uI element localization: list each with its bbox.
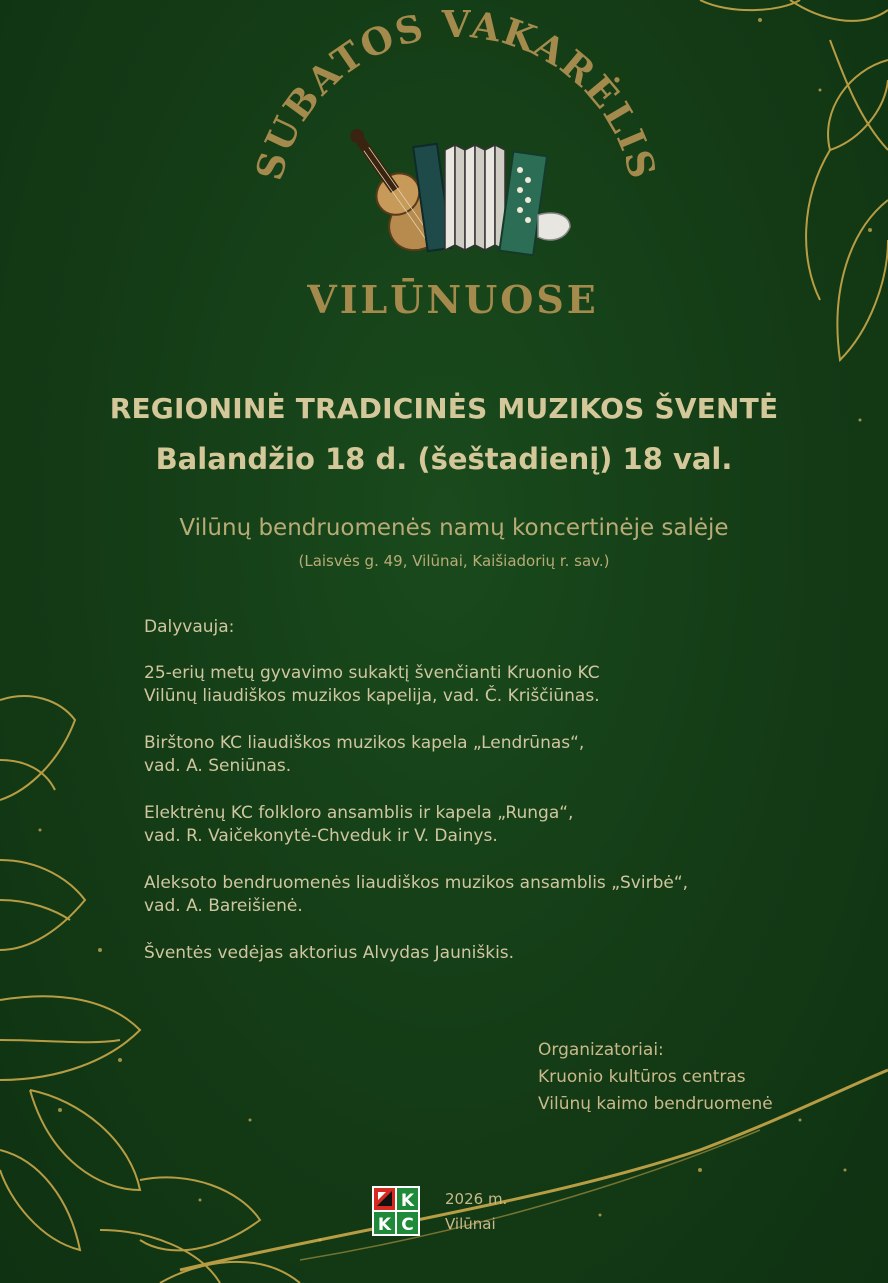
place-title: VILŪNUOSE bbox=[307, 277, 599, 322]
organizers-heading: Organizatoriai: bbox=[538, 1040, 664, 1060]
logo-letter: K bbox=[377, 1215, 392, 1235]
footer-info bbox=[445, 1187, 507, 1237]
participants-section bbox=[144, 616, 824, 989]
participant-line: vad. A. Bareišienė. bbox=[144, 896, 303, 916]
event-date: Balandžio 18 d. (šeštadienį) 18 val. bbox=[155, 442, 733, 476]
participant-line: Vilūnų liaudiškos muzikos kapelija, vad. Č. Kriščiūnas. bbox=[144, 686, 600, 706]
participant-line: Aleksoto bendruomenės liaudiškos muzikos ansamblis „Svirbė“, bbox=[144, 873, 689, 893]
address: (Laisvės g. 49, Vilūnai, Kaišiadorių r. sav.) bbox=[298, 552, 610, 570]
organizer-1: Kruonio kultūros centras bbox=[538, 1067, 746, 1087]
logo-letter: C bbox=[401, 1215, 414, 1235]
participant-item bbox=[144, 732, 824, 778]
participant-line: vad. A. Seniūnas. bbox=[144, 756, 292, 776]
kkc-logo-icon bbox=[372, 1186, 420, 1236]
participant-item bbox=[144, 802, 824, 848]
organizers bbox=[538, 1037, 773, 1118]
footer-year: 2026 m. bbox=[445, 1190, 508, 1208]
venue: Vilūnų bendruomenės namų koncertinėje salėje bbox=[179, 515, 729, 541]
participant-line: vad. R. Vaičekonytė-Chveduk ir V. Dainys. bbox=[144, 826, 498, 846]
accordion-icon bbox=[413, 144, 570, 255]
participant-line: Elektrėnų KC folkloro ansamblis ir kapela „Runga“, bbox=[144, 803, 574, 823]
logo-letter: K bbox=[400, 1191, 415, 1211]
organizer-2: Vilūnų kaimo bendruomenė bbox=[538, 1094, 773, 1114]
host-line: Šventės vedėjas aktorius Alvydas Jauniškis. bbox=[144, 943, 515, 963]
participant-item bbox=[144, 872, 824, 918]
event-title: REGIONINĖ TRADICINĖS MUZIKOS ŠVENTĖ bbox=[109, 392, 779, 425]
participant-line: 25-erių metų gyvavimo sukaktį švenčianti Kruonio KC bbox=[144, 663, 600, 683]
participant-item bbox=[144, 662, 824, 708]
participant-line: Birštono KC liaudiškos muzikos kapela „Lendrūnas“, bbox=[144, 733, 585, 753]
logo-title bbox=[0, 0, 888, 330]
participants-heading: Dalyvauja: bbox=[144, 617, 235, 637]
footer-town: Vilūnai bbox=[445, 1215, 496, 1233]
arc-title: SUBATOS VAKARĖLIS bbox=[246, 1, 666, 185]
